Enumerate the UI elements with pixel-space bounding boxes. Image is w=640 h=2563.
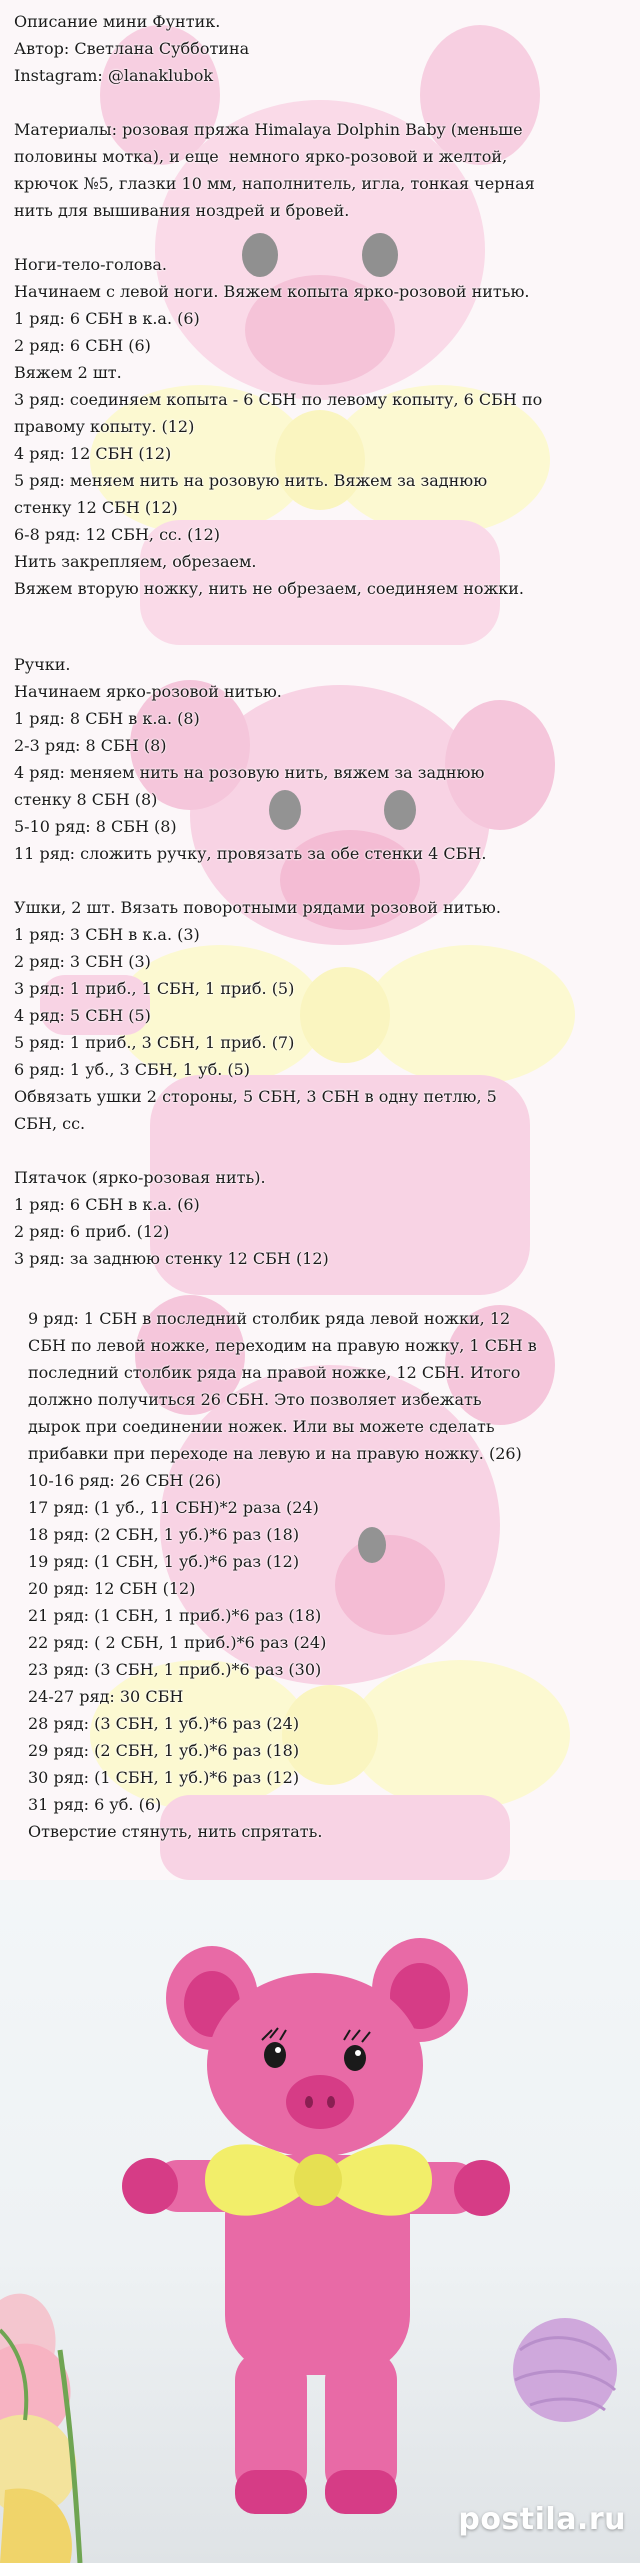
bow-tie: [205, 2144, 432, 2215]
text-line: должно получиться 26 СБН. Это позволяет избежать: [28, 1390, 482, 1409]
text-line: 6-8 ряд: 12 СБН, сс. (12): [14, 525, 221, 544]
text-line: 28 ряд: (3 СБН, 1 уб.)*6 раз (24): [28, 1714, 300, 1733]
text-line: Вяжем вторую ножку, нить не обрезаем, соединяем ножки.: [14, 579, 524, 598]
text-line: крючок №5, глазки 10 мм, наполнитель, игла, тонкая черная: [14, 174, 535, 193]
text-line: Начинаем ярко-розовой нитью.: [14, 682, 282, 701]
text-line: 17 ряд: (1 уб., 11 СБН)*2 раза (24): [28, 1498, 319, 1517]
text-line: СБН, сс.: [14, 1114, 86, 1133]
text-line: Отверстие стянуть, нить спрятать.: [28, 1822, 323, 1841]
text-line: 1 ряд: 6 СБН в к.а. (6): [14, 309, 200, 328]
text-line: СБН по левой ножке, переходим на правую ножку, 1 СБН в: [28, 1336, 537, 1355]
pattern-text-2: [14, 651, 626, 1272]
knitted-ball: [513, 2318, 617, 2422]
text-line: 5-10 ряд: 8 СБН (8): [14, 817, 177, 836]
text-line: Нить закрепляем, обрезаем.: [14, 552, 257, 571]
text-line: 1 ряд: 6 СБН в к.а. (6): [14, 1195, 200, 1214]
text-line: 11 ряд: сложить ручку, провязать за обе стенки 4 СБН.: [14, 844, 487, 863]
text-line: 5 ряд: 1 приб., 3 СБН, 1 приб. (7): [14, 1033, 295, 1052]
text-line: 3 ряд: соединяем копыта - 6 СБН по левому копыту, 6 СБН по: [14, 390, 543, 409]
text-line: нить для вышивания ноздрей и бровей.: [14, 201, 350, 220]
text-line: 10-16 ряд: 26 СБН (26): [28, 1471, 222, 1490]
text-line: Ноги-тело-голова.: [14, 255, 168, 274]
right-eye: [344, 2045, 366, 2071]
text-line: 22 ряд: ( 2 СБН, 1 приб.)*6 раз (24): [28, 1633, 327, 1652]
pattern-panel-1: [0, 0, 640, 645]
text-line: 1 ряд: 3 СБН в к.а. (3): [14, 925, 200, 944]
text-line: 31 ряд: 6 уб. (6): [28, 1795, 162, 1814]
text-line: Вяжем 2 шт.: [14, 363, 122, 382]
pattern-text-3: [28, 1305, 626, 1845]
text-line: [14, 89, 626, 116]
text-line: 2 ряд: 3 СБН (3): [14, 952, 151, 971]
text-line: 9 ряд: 1 СБН в последний столбик ряда левой ножки, 12: [28, 1309, 511, 1328]
text-line: [14, 867, 626, 894]
text-line: 4 ряд: меняем нить на розовую нить, вяжем за заднюю: [14, 763, 485, 782]
text-line: 4 ряд: 12 СБН (12): [14, 444, 172, 463]
pig-head: [207, 1973, 423, 2157]
text-line: Автор: Светлана Субботина: [14, 39, 250, 58]
text-line: 23 ряд: (3 СБН, 1 приб.)*6 раз (30): [28, 1660, 322, 1679]
text-line: половины мотка), и еще немного ярко-розовой и желтой,: [14, 147, 508, 166]
text-line: 18 ряд: (2 СБН, 1 уб.)*6 раз (18): [28, 1525, 300, 1544]
text-line: 1 ряд: 8 СБН в к.а. (8): [14, 709, 200, 728]
text-line: 24-27 ряд: 30 СБН: [28, 1687, 184, 1706]
left-eye: [264, 2042, 286, 2068]
text-line: 19 ряд: (1 СБН, 1 уб.)*6 раз (12): [28, 1552, 300, 1571]
text-line: Обвязать ушки 2 стороны, 5 СБН, 3 СБН в одну петлю, 5: [14, 1087, 497, 1106]
pig-toy-illustration: [0, 1880, 640, 2563]
watermark-logo: postila.ru: [458, 2502, 626, 2537]
pattern-panel-2: [0, 645, 640, 1295]
text-line: [14, 1137, 626, 1164]
text-line: Ушки, 2 шт. Вязать поворотными рядами розовой нитью.: [14, 898, 501, 917]
text-line: 5 ряд: меняем нить на розовую нить. Вяжем за заднюю: [14, 471, 488, 490]
text-line: 29 ряд: (2 СБН, 1 уб.)*6 раз (18): [28, 1741, 300, 1760]
text-line: 21 ряд: (1 СБН, 1 приб.)*6 раз (18): [28, 1606, 322, 1625]
text-line: 2 ряд: 6 СБН (6): [14, 336, 151, 355]
text-line: 2 ряд: 6 приб. (12): [14, 1222, 170, 1241]
text-line: 6 ряд: 1 уб., 3 СБН, 1 уб. (5): [14, 1060, 251, 1079]
text-line: стенку 12 СБН (12): [14, 498, 178, 517]
text-line: прибавки при переходе на левую и на правую ножку. (26): [28, 1444, 522, 1463]
text-line: Пятачок (ярко-розовая нить).: [14, 1168, 266, 1187]
text-line: 2-3 ряд: 8 СБН (8): [14, 736, 167, 755]
pattern-panel-3: [0, 1295, 640, 1880]
pattern-text-1: [14, 8, 626, 602]
text-line: Материалы: розовая пряжа Himalaya Dolphin Baby (меньше: [14, 120, 523, 139]
text-line: 20 ряд: 12 СБН (12): [28, 1579, 196, 1598]
text-line: Описание мини Фунтик.: [14, 12, 221, 31]
text-line: стенку 8 СБН (8): [14, 790, 158, 809]
text-line: 3 ряд: за заднюю стенку 12 СБН (12): [14, 1249, 329, 1268]
text-line: 4 ряд: 5 СБН (5): [14, 1006, 151, 1025]
text-line: [14, 224, 626, 251]
text-line: Instagram: @lanaklubok: [14, 66, 214, 85]
text-line: 30 ряд: (1 СБН, 1 уб.)*6 раз (12): [28, 1768, 300, 1787]
finished-toy-photo: [0, 1880, 640, 2563]
text-line: правому копыту. (12): [14, 417, 195, 436]
text-line: Начинаем с левой ноги. Вяжем копыта ярко-розовой нитью.: [14, 282, 530, 301]
text-line: дырок при соединении ножек. Или вы можете сделать: [28, 1417, 495, 1436]
text-line: 3 ряд: 1 приб., 1 СБН, 1 приб. (5): [14, 979, 295, 998]
pig-snout: [286, 2075, 354, 2129]
tulips-decoration: [0, 2294, 80, 2563]
text-line: последний столбик ряда на правой ножке, 12 СБН. Итого: [28, 1363, 521, 1382]
text-line: Ручки.: [14, 655, 71, 674]
